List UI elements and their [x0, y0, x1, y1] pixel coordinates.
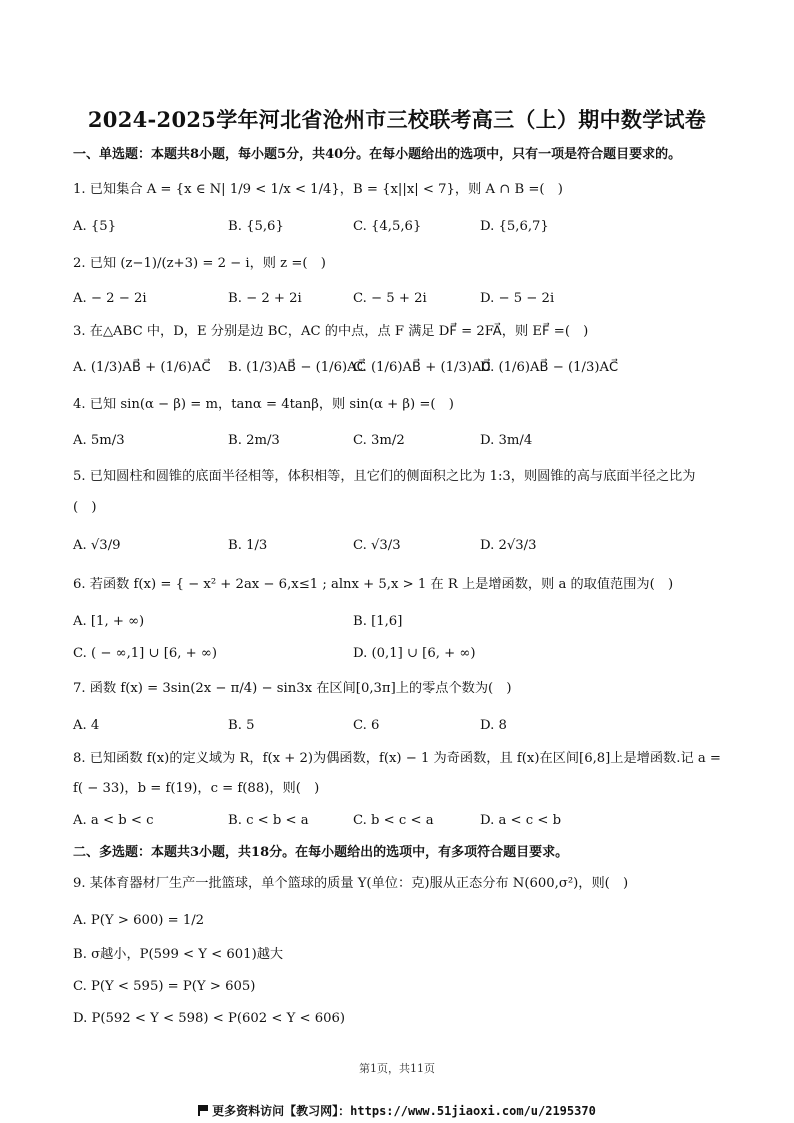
question-stem-5: 5. 已知圆柱和圆锥的底面半径相等，体积相等，且它们的侧面积之比为 1:3，则圆锥的高与底面半径之比为	[73, 469, 696, 484]
option-3a: A. (1/3)AB⃗ + (1/6)AC⃗	[73, 360, 211, 375]
section-heading-single-choice: 一、单选题：本题共8小题，每小题5分，共40分。在每小题给出的选项中，只有一项是符合题目要求的。	[73, 147, 682, 162]
option-4a: A. 5m/3	[73, 433, 125, 448]
question-stem-6: 6. 若函数 f(x) = { − x² + 2ax − 6,x≤1 ; alnx + 5,x > 1 在 R 上是增函数，则 a 的取值范围为( )	[73, 577, 674, 592]
option-9d: D. P(592 < Y < 598) < P(602 < Y < 606)	[73, 1011, 346, 1026]
option-5b: B. 1/3	[228, 538, 268, 553]
question-stem-8-cont: f( − 33)，b = f(19)，c = f(88)，则( )	[73, 781, 320, 796]
option-4c: C. 3m/2	[353, 433, 405, 448]
question-stem-3: 3. 在△ABC 中，D，E 分别是边 BC，AC 的中点，点 F 满足 DF⃗ = 2FA⃗，则 EF⃗ =( )	[73, 324, 589, 339]
option-8a: A. a < b < c	[73, 813, 154, 828]
section-heading-multi-choice: 二、多选题：本题共3小题，共18分。在每小题给出的选项中，有多项符合题目要求。	[73, 845, 569, 860]
question-stem-5-cont: ( )	[73, 500, 97, 515]
option-9b: B. σ越小，P(599 < Y < 601)越大	[73, 947, 284, 962]
option-5d: D. 2√3/3	[480, 538, 537, 553]
page-title: 2024-2025学年河北省沧州市三校联考高三（上）期中数学试卷	[87, 107, 707, 132]
option-7b: B. 5	[228, 718, 255, 733]
option-7a: A. 4	[73, 718, 100, 733]
option-6b: B. [1,6]	[353, 614, 403, 629]
option-5c: C. √3/3	[353, 538, 401, 553]
question-stem-2: 2. 已知 (z−1)/(z+3) = 2 − i，则 z =( )	[73, 256, 326, 271]
flag-icon	[198, 1105, 208, 1116]
option-6a: A. [1, + ∞)	[73, 614, 145, 629]
option-1b: B. {5,6}	[228, 219, 284, 234]
option-2b: B. − 2 + 2i	[228, 291, 302, 306]
option-9c: C. P(Y < 595) = P(Y > 605)	[73, 979, 256, 994]
option-5a: A. √3/9	[73, 538, 121, 553]
option-7d: D. 8	[480, 718, 507, 733]
option-3c: C. (1/6)AB⃗ + (1/3)AC⃗	[353, 360, 491, 375]
question-stem-7: 7. 函数 f(x) = 3sin(2x − π/4) − sin3x 在区间[0,3π]上的零点个数为( )	[73, 681, 512, 696]
option-8d: D. a < c < b	[480, 813, 562, 828]
option-6c: C. ( − ∞,1] ∪ [6, + ∞)	[73, 646, 218, 661]
option-1d: D. {5,6,7}	[480, 219, 549, 234]
option-8c: C. b < c < a	[353, 813, 434, 828]
option-9a: A. P(Y > 600) = 1/2	[73, 913, 205, 928]
promo-banner-text[interactable]: 更多资料访问【教习网】：https://www.51jiaoxi.com/u/2195370	[212, 1104, 596, 1118]
option-2d: D. − 5 − 2i	[480, 291, 555, 306]
option-7c: C. 6	[353, 718, 380, 733]
question-stem-4: 4. 已知 sin(α − β) = m，tanα = 4tanβ，则 sin(α + β) =( )	[73, 397, 454, 412]
question-stem-8: 8. 已知函数 f(x)的定义域为 R，f(x + 2)为偶函数，f(x) − 1 为奇函数，且 f(x)在区间[6,8]上是增函数.记 a =	[73, 751, 721, 766]
question-stem-9: 9. 某体育器材厂生产一批篮球，单个篮球的质量 Y(单位：克)服从正态分布 N(600,σ²)，则( )	[73, 876, 629, 891]
promo-banner[interactable]	[0, 1102, 794, 1119]
page-number: 第1页，共11页	[359, 1062, 435, 1075]
question-stem-1: 1. 已知集合 A = {x ∈ N| 1/9 < 1/x < 1/4}，B = {x||x| < 7}，则 A ∩ B =( )	[73, 182, 563, 197]
option-4b: B. 2m/3	[228, 433, 280, 448]
option-3b: B. (1/3)AB⃗ − (1/6)AC⃗	[228, 360, 366, 375]
option-1a: A. {5}	[73, 219, 117, 234]
option-4d: D. 3m/4	[480, 433, 533, 448]
option-2a: A. − 2 − 2i	[73, 291, 147, 306]
option-2c: C. − 5 + 2i	[353, 291, 427, 306]
option-6d: D. (0,1] ∪ [6, + ∞)	[353, 646, 476, 661]
option-8b: B. c < b < a	[228, 813, 309, 828]
option-3d: D. (1/6)AB⃗ − (1/3)AC⃗	[480, 360, 619, 375]
option-1c: C. {4,5,6}	[353, 219, 422, 234]
